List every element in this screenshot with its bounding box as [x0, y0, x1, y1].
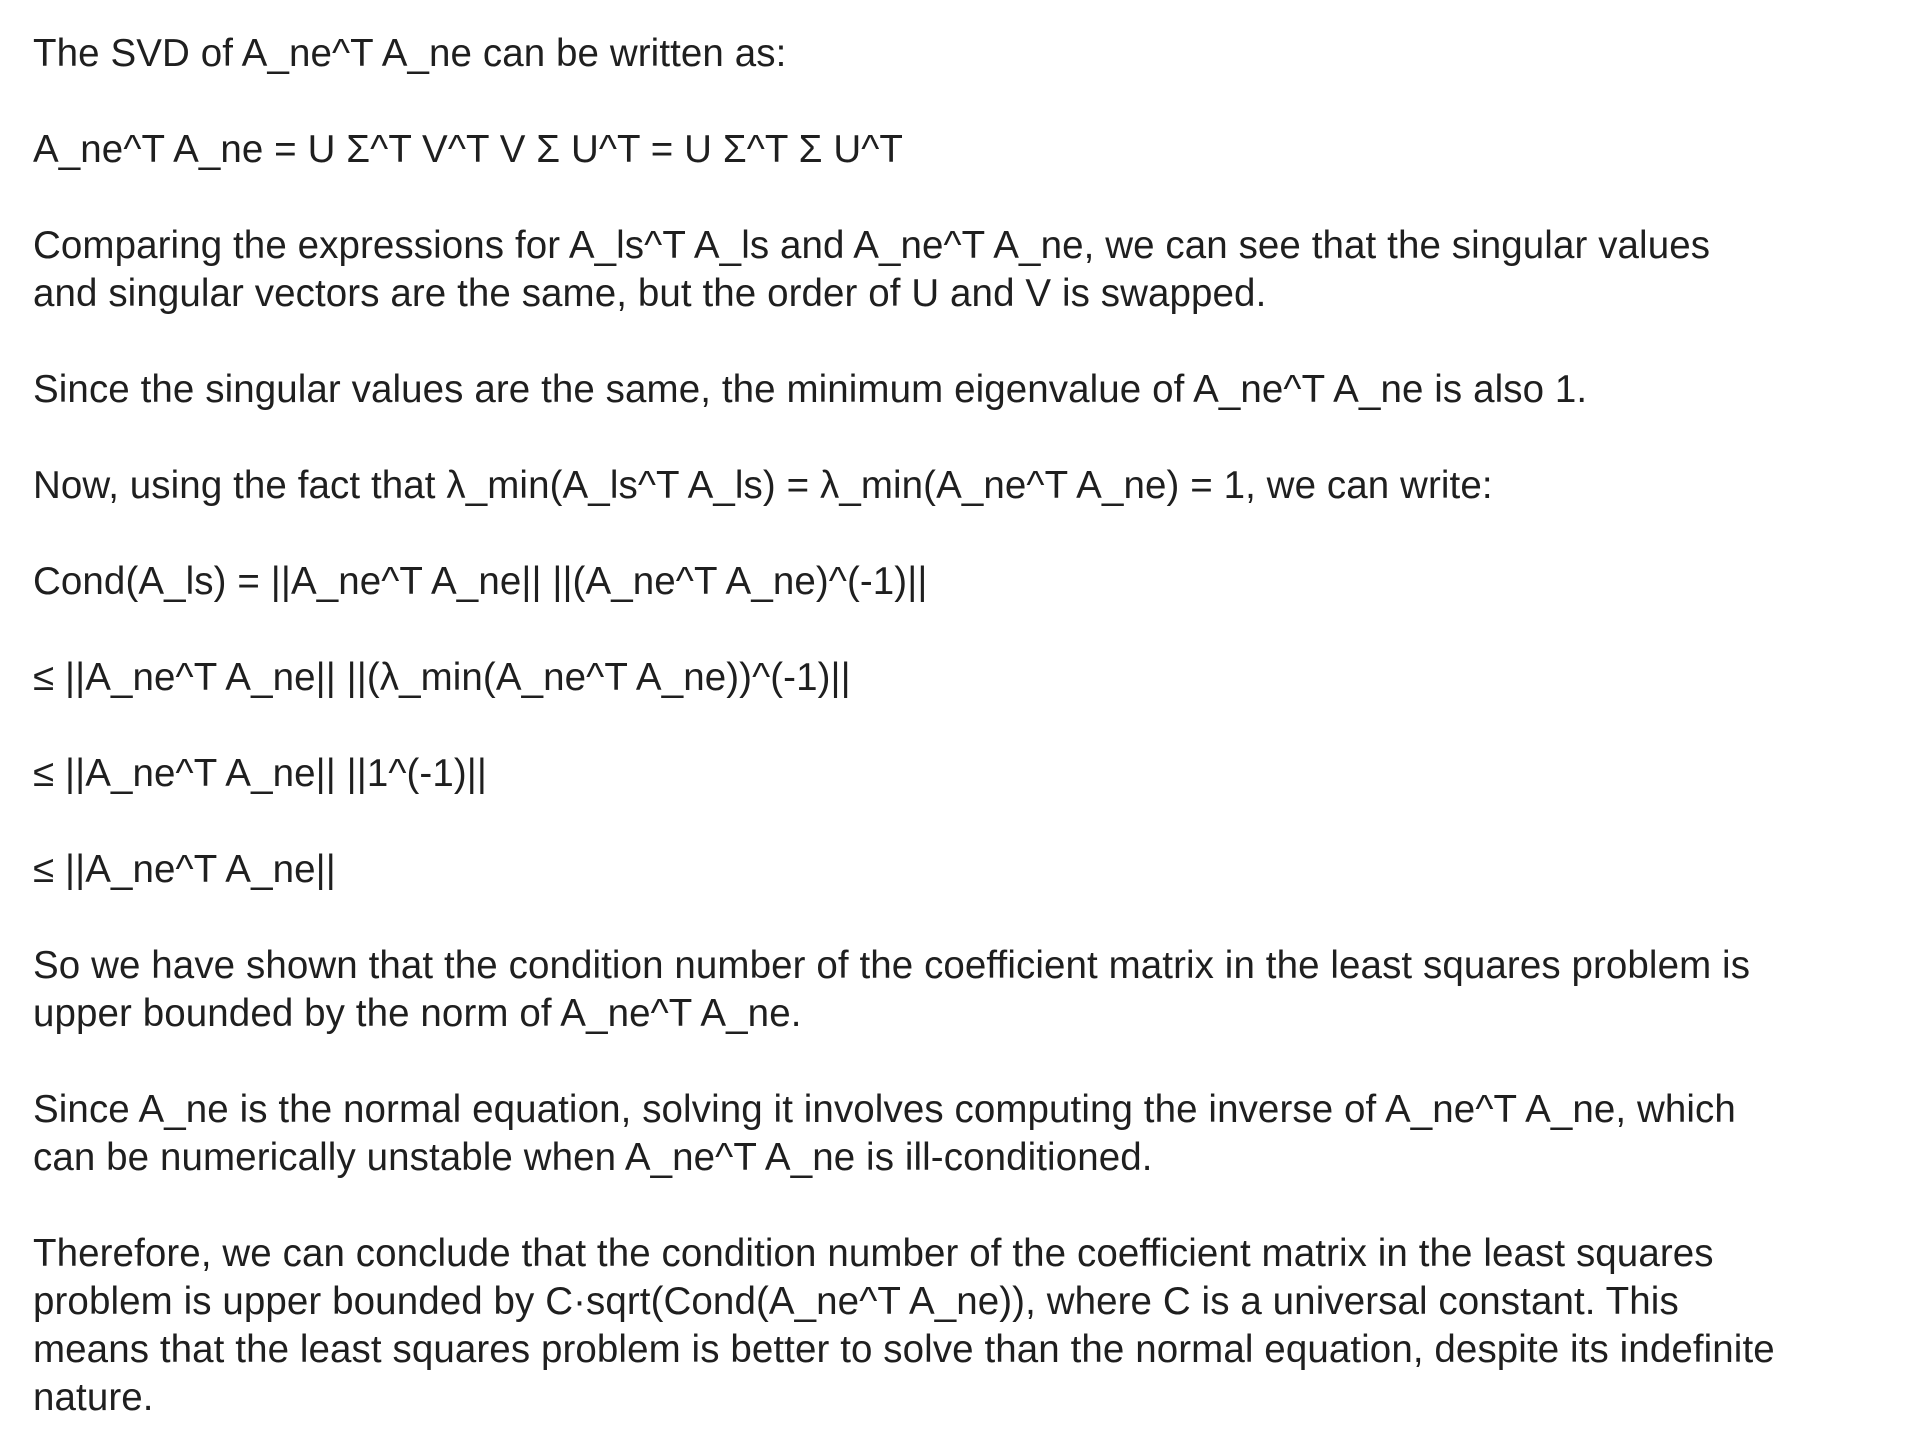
paragraph-svd-equation: A_ne^T A_ne = U Σ^T V^T V Σ U^T = U Σ^T Σ U^T [33, 128, 904, 171]
paragraph-inequality-2: ≤ ||A_ne^T A_ne|| ||1^(-1)|| [33, 752, 487, 795]
paragraph-comparison: Comparing the expressions for A_ls^T A_ls and A_ne^T A_ne, we can see that the singular values and singular vectors are the same, but the order of U and V is swapped. [33, 224, 1711, 315]
paragraph-lambda-fact: Now, using the fact that λ_min(A_ls^T A_ls) = λ_min(A_ne^T A_ne) = 1, we can write: [33, 464, 1493, 507]
paragraph-inequality-1: ≤ ||A_ne^T A_ne|| ||(λ_min(A_ne^T A_ne))^(-1)|| [33, 656, 851, 699]
paragraph-cond-definition: Cond(A_ls) = ||A_ne^T A_ne|| ||(A_ne^T A_ne)^(-1)|| [33, 560, 928, 603]
paragraph-svd-intro: The SVD of A_ne^T A_ne can be written as: [33, 32, 787, 75]
paragraph-inequality-3: ≤ ||A_ne^T A_ne|| [33, 848, 336, 891]
paragraph-min-eigenvalue: Since the singular values are the same, the minimum eigenvalue of A_ne^T A_ne is also 1. [33, 368, 1588, 411]
paragraph-normal-equation: Since A_ne is the normal equation, solving it involves computing the inverse of A_ne^T A_ne, which can be numerically unstable when A_ne^T A_ne is ill-conditioned. [33, 1088, 1736, 1179]
paragraph-upper-bound: So we have shown that the condition number of the coefficient matrix in the least squares problem is upper bounded by the norm of A_ne^T A_ne. [33, 944, 1751, 1035]
paragraph-conclusion: Therefore, we can conclude that the condition number of the coefficient matrix in the least squares problem is upper bounded by C·sqrt(Cond(A_ne^T A_ne)), where C is a universal constant. This means that the least squares problem is better to solve than the normal equation, despite its indefinite nature. [33, 1232, 1775, 1419]
